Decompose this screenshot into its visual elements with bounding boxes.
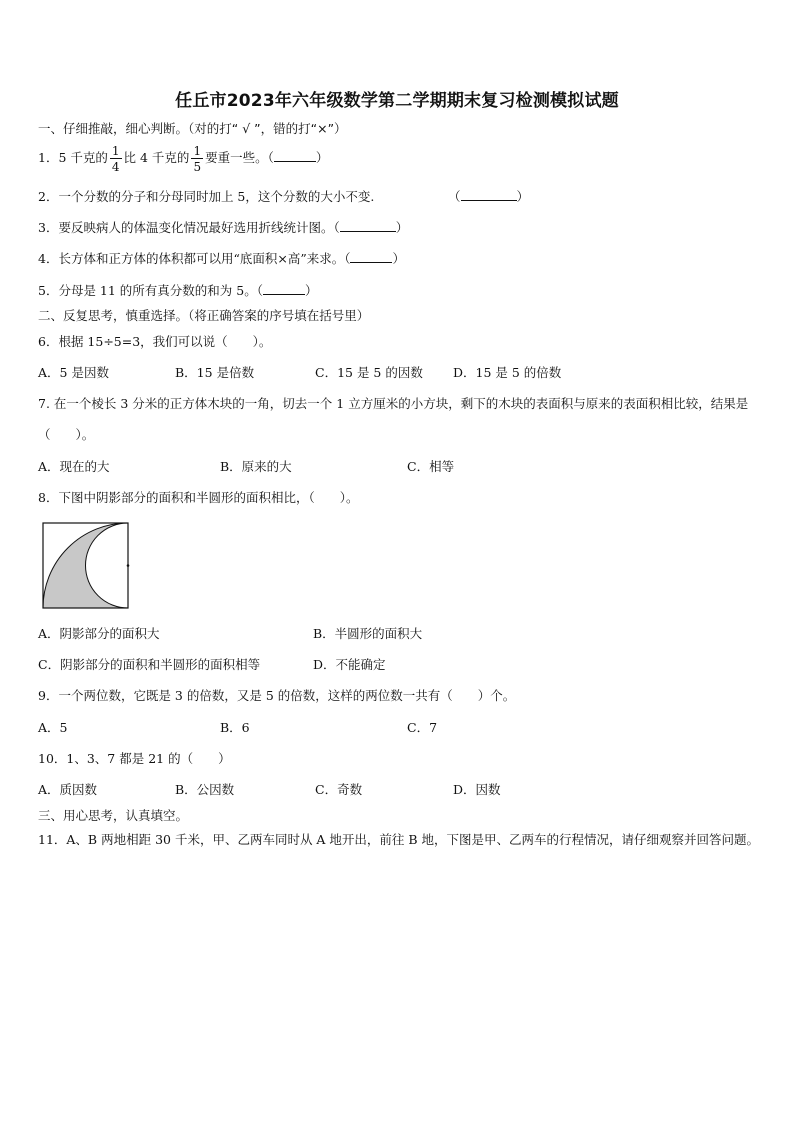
fraction-1-5 <box>191 145 203 173</box>
fraction-numerator: 1 <box>193 143 202 158</box>
question-8: 8．下图中阴影部分的面积和半圆形的面积相比，（ ）。 <box>38 490 359 505</box>
option-a[interactable]: A．5 是因数 <box>38 365 109 380</box>
question-1 <box>38 141 328 175</box>
answer-blank-4[interactable] <box>350 250 392 263</box>
option-a[interactable]: A．5 <box>38 720 68 735</box>
option-c[interactable]: C．阴影部分的面积和半圆形的面积相等 <box>38 657 261 672</box>
fraction-denominator: 4 <box>111 159 120 174</box>
option-a[interactable]: A．现在的大 <box>38 459 110 474</box>
question-6: 6．根据 15÷5=3，我们可以说（ ）。 <box>38 334 272 349</box>
paren-close: ） <box>304 283 318 298</box>
section-3-heading: 三、用心思考，认真填空。 <box>38 808 189 823</box>
question-2 <box>38 187 374 205</box>
shaded-region <box>43 523 128 608</box>
option-b[interactable]: B．6 <box>220 720 250 735</box>
center-point <box>127 564 130 567</box>
question-8-options-row-2 <box>38 655 768 671</box>
question-2-text: 2．一个分数的分子和分母同时加上 5，这个分数的大小不变. <box>38 189 375 204</box>
fraction-numerator: 1 <box>111 143 120 158</box>
paren-close: ） <box>516 189 530 204</box>
option-b[interactable]: B．公因数 <box>175 782 235 797</box>
question-9: 9．一个两位数，它既是 3 的倍数，又是 5 的倍数，这样的两位数一共有（ ）个。 <box>38 688 516 703</box>
paren-open: （ <box>448 189 461 204</box>
question-8-options-row-1 <box>38 624 768 640</box>
option-b[interactable]: B．半圆形的面积大 <box>313 626 423 641</box>
fraction-1-4 <box>110 145 122 173</box>
question-4 <box>38 249 405 267</box>
option-c[interactable]: C．相等 <box>407 459 455 474</box>
question-7: 7. 在一个棱长 3 分米的正方体木块的一角，切去一个 1 立方厘米的小方块，剩下的木块的表面积与原来的表面积相比较，结果是（ ）。 <box>38 396 749 442</box>
question-5 <box>38 281 318 299</box>
section-2-heading: 二、反复思考，慎重选择。（将正确答案的序号填在括号里） <box>38 308 370 323</box>
option-b[interactable]: B．15 是倍数 <box>175 365 255 380</box>
question-3 <box>38 218 408 236</box>
question-4-text: 4．长方体和正方体的体积都可以用“底面积×高”来求。（ <box>38 251 351 266</box>
option-d[interactable]: D．15 是 5 的倍数 <box>453 365 562 380</box>
section-1-heading: 一、仔细推敲，细心判断。（对的打“ √ ”，错的打“×”） <box>38 121 347 136</box>
option-a[interactable]: A．质因数 <box>38 782 98 797</box>
option-c[interactable]: C．奇数 <box>315 782 363 797</box>
question-6-options <box>38 363 768 379</box>
option-b[interactable]: B．原来的大 <box>220 459 292 474</box>
paren-close: ） <box>392 251 405 266</box>
question-10-options <box>38 780 768 796</box>
option-a[interactable]: A．阴影部分的面积大 <box>38 626 160 641</box>
answer-blank-3[interactable] <box>340 219 396 232</box>
option-c[interactable]: C．15 是 5 的因数 <box>315 365 423 380</box>
option-d[interactable]: D．因数 <box>453 782 501 797</box>
question-5-text: 5．分母是 11 的所有真分数的和为 5。（ <box>38 283 263 298</box>
question-9-options <box>38 718 768 734</box>
page-title: 任丘市2023年六年级数学第二学期期末复习检测模拟试题 <box>175 91 619 111</box>
option-c[interactable]: C．7 <box>407 720 438 735</box>
question-2-answer <box>448 187 529 205</box>
fraction-denominator: 5 <box>193 159 202 174</box>
shaded-semicircle-figure <box>42 522 132 612</box>
answer-blank-5[interactable] <box>263 282 305 295</box>
paren-close: ） <box>395 220 409 235</box>
answer-blank-1[interactable] <box>274 149 316 162</box>
question-1-close: ） <box>315 150 329 165</box>
option-d[interactable]: D．不能确定 <box>313 657 386 672</box>
question-1-middle: 比 4 千克的 <box>123 150 190 165</box>
question-7-options <box>38 457 768 473</box>
question-1-suffix: 要重一些。（ <box>205 150 274 165</box>
question-3-text: 3．要反映病人的体温变化情况最好选用折线统计图。（ <box>38 220 340 235</box>
question-1-prefix: 1．5 千克的 <box>38 150 108 165</box>
answer-blank-2[interactable] <box>461 188 517 201</box>
question-11: 11．A、B 两地相距 30 千米，甲、乙两车同时从 A 地开出，前往 B 地，下图是甲、乙两车的行程情况，请仔细观察并回答问题。 <box>38 832 760 847</box>
question-10: 10．1、3、7 都是 21 的（ ） <box>38 751 231 766</box>
